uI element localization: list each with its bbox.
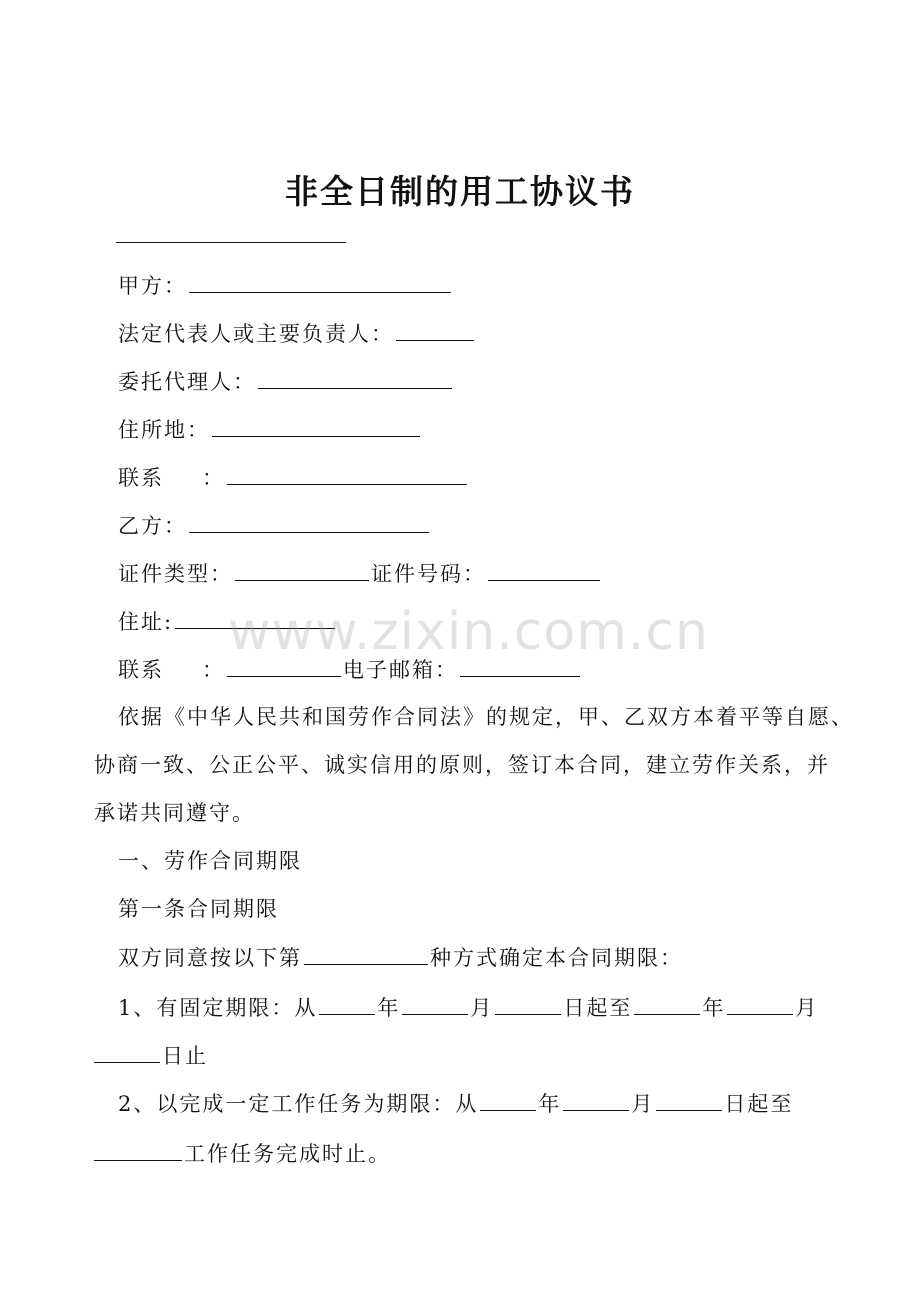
agent-label: 委托代理人： <box>118 370 256 394</box>
contact-a-line <box>118 462 469 493</box>
agent-blank[interactable] <box>258 366 452 389</box>
option-1-start-month-blank[interactable] <box>402 992 468 1015</box>
option-2-prefix: 2、以完成一定工作任务为期限：从 <box>118 1092 479 1116</box>
method-blank[interactable] <box>304 942 428 965</box>
party-b-blank[interactable] <box>189 510 429 533</box>
address-blank[interactable] <box>175 606 335 629</box>
intro-line-3: 承诺共同遵守。 <box>94 801 255 825</box>
intro-line-2: 协商一致、公正公平、诚实信用的原则，签订本合同，建立劳作关系，并 <box>94 753 830 777</box>
id-line <box>118 558 602 589</box>
contract-number-blank[interactable] <box>116 242 346 243</box>
method-line <box>118 942 683 973</box>
legal-rep-line <box>118 318 476 349</box>
option-1-year: 年 <box>377 996 401 1020</box>
party-a-label: 甲方： <box>118 274 187 298</box>
contact-a-colon: ： <box>202 466 225 490</box>
option-2-line <box>118 1088 793 1119</box>
option-1-line-2 <box>94 1040 208 1071</box>
option-1-prefix: 1、有固定期限：从 <box>118 996 318 1020</box>
option-2-month-blank[interactable] <box>563 1088 629 1111</box>
residence-label: 住所地： <box>118 418 210 442</box>
contact-b-label: 联系 <box>118 658 164 682</box>
option-2-month: 月 <box>631 1092 655 1116</box>
section-1-heading: 一、劳作合同期限 <box>118 849 302 873</box>
contact-a-blank[interactable] <box>227 462 467 485</box>
legal-rep-label: 法定代表人或主要负责人： <box>118 322 394 346</box>
method-prefix: 双方同意按以下第 <box>118 946 302 970</box>
option-1-month: 月 <box>470 996 494 1020</box>
option-2-year: 年 <box>538 1092 562 1116</box>
contact-b-colon: ： <box>202 658 225 682</box>
option-2-task-blank[interactable] <box>94 1138 182 1161</box>
option-2-line-2 <box>94 1138 391 1169</box>
watermark: www.zixin.com.cn <box>228 602 709 662</box>
document-title: 非全日制的用工协议书 <box>285 172 635 211</box>
id-type-blank[interactable] <box>235 558 369 581</box>
id-type-label: 证件类型： <box>118 562 233 586</box>
method-suffix: 种方式确定本合同期限： <box>430 946 683 970</box>
residence-line <box>118 414 422 445</box>
contact-b-blank[interactable] <box>227 654 341 677</box>
contact-b-line <box>118 654 582 685</box>
email-label: 电子邮箱： <box>343 658 458 682</box>
party-b-label: 乙方： <box>118 514 187 538</box>
option-2-day-blank[interactable] <box>656 1088 722 1111</box>
option-1-end-year-blank[interactable] <box>634 992 700 1015</box>
residence-blank[interactable] <box>212 414 420 437</box>
option-1-start-year-blank[interactable] <box>319 992 375 1015</box>
id-number-blank[interactable] <box>488 558 600 581</box>
article-1-heading: 第一条合同期限 <box>118 897 279 921</box>
option-1-day-end: 日止 <box>162 1044 208 1068</box>
address-line <box>118 606 337 637</box>
agent-line <box>118 366 454 397</box>
option-1-day-start: 日起至 <box>563 996 633 1020</box>
option-1-line <box>118 992 818 1023</box>
option-1-end-day-blank[interactable] <box>94 1040 160 1063</box>
party-a-line <box>118 270 453 301</box>
intro-line-1: 依据《中华人民共和国劳作合同法》的规定，甲、乙双方本着平等自愿、 <box>118 705 854 729</box>
option-1-year2: 年 <box>702 996 726 1020</box>
email-blank[interactable] <box>460 654 580 677</box>
option-1-month2: 月 <box>795 996 819 1020</box>
option-1-start-day-blank[interactable] <box>495 992 561 1015</box>
contact-a-label: 联系 <box>118 466 164 490</box>
option-2-year-blank[interactable] <box>480 1088 536 1111</box>
legal-rep-blank[interactable] <box>396 318 474 341</box>
option-2-day-start: 日起至 <box>724 1092 794 1116</box>
party-b-line <box>118 510 431 541</box>
id-number-label: 证件号码： <box>371 562 486 586</box>
option-1-end-month-blank[interactable] <box>727 992 793 1015</box>
address-label: 住址: <box>118 610 174 634</box>
party-a-blank[interactable] <box>189 270 451 293</box>
option-2-suffix: 工作任务完成时止。 <box>184 1142 391 1166</box>
